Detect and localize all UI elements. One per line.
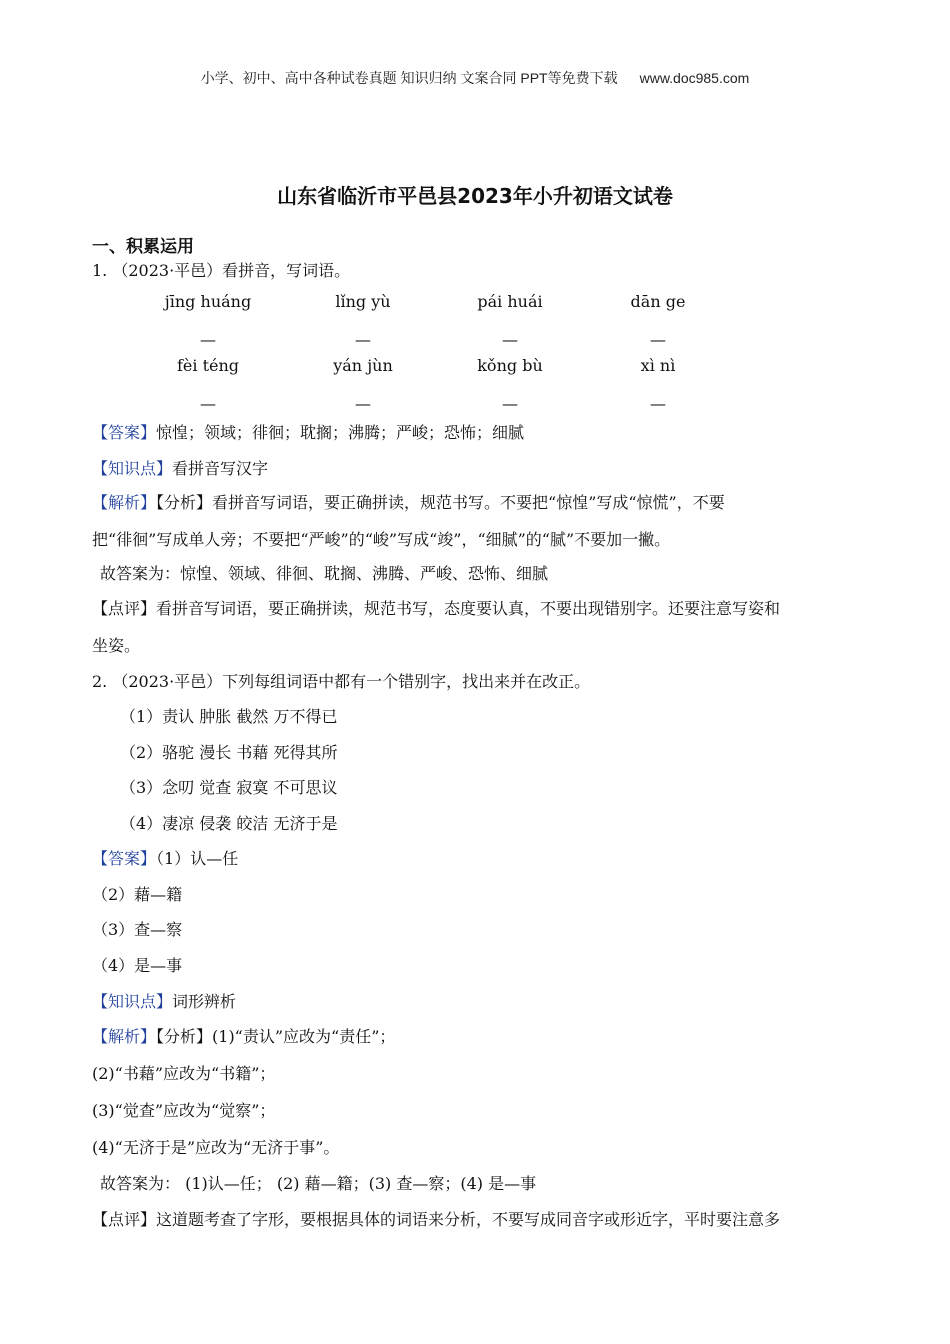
- answer-blank: —: [502, 394, 518, 413]
- q2-item: （2）骆驼 漫长 书藉 死得其所: [120, 743, 338, 762]
- q2-comment: 【点评】这道题考查了字形，要根据具体的词语来分析，不要写成同音字或形近字，平时要注意多: [92, 1210, 781, 1229]
- q1-comment: 【点评】看拼音写词语，要正确拼读，规范书写，态度要认真，不要出现错别字。还要注意写姿和: [92, 599, 781, 618]
- q1-analysis-line: 故答案为：惊惶、领域、徘徊、耽搁、沸腾、严峻、恐怖、细腻: [100, 564, 549, 583]
- analysis-tag: 【解析】: [92, 1027, 157, 1046]
- pinyin-item: kǒng bù: [477, 356, 543, 375]
- pinyin-item: xì nì: [640, 356, 676, 375]
- header-url[interactable]: www.doc985.com: [639, 70, 750, 86]
- q2-answer: [92, 846, 238, 869]
- section-heading: 一、积累运用: [92, 237, 194, 257]
- answer-tag: 【答案】: [92, 423, 157, 442]
- answer-text: 惊惶；领域；徘徊；耽搁；沸腾；严峻；恐怖；细腻: [156, 423, 525, 442]
- answer-blank: —: [650, 394, 666, 413]
- pinyin-item: jīng huáng: [164, 292, 252, 311]
- q2-answer-line: （4）是—事: [92, 956, 183, 975]
- q1-knowledge: [92, 456, 268, 479]
- answer-text: （1）认—任: [156, 849, 239, 868]
- analysis-tag: 【解析】: [92, 493, 157, 512]
- page-header: [0, 68, 950, 88]
- q2-item: （4）凄凉 侵袭 皎洁 无济于是: [120, 814, 338, 833]
- knowledge-tag: 【知识点】: [92, 992, 173, 1011]
- q2-analysis-line: (2)“书藉”应改为“书籍”；: [92, 1064, 276, 1083]
- analysis-text: 【分析】看拼音写词语，要正确拼读，规范书写。不要把“惊惶”写成“惊慌”，不要: [156, 493, 725, 512]
- answer-tag: 【答案】: [92, 849, 157, 868]
- answer-blank: —: [355, 330, 371, 349]
- pinyin-item: fèi téng: [176, 356, 240, 375]
- pinyin-item: yán jùn: [333, 356, 393, 375]
- q2-analysis-line: 故答案为： (1)认—任； (2) 藉—籍；(3) 查—察；(4) 是—事: [100, 1174, 537, 1193]
- answer-blank: —: [200, 330, 216, 349]
- exam-title: 山东省临沂市平邑县2023年小升初语文试卷: [277, 184, 673, 208]
- q2-analysis-line: (3)“觉查”应改为“觉察”；: [92, 1101, 276, 1120]
- analysis-text: 【分析】(1)“责认”应改为“责任”；: [156, 1027, 396, 1046]
- q1-comment-line: 坐姿。: [92, 636, 141, 655]
- knowledge-text: 词形辨析: [172, 992, 237, 1011]
- q2-item: （3）念叨 觉查 寂寞 不可思议: [120, 778, 338, 797]
- knowledge-tag: 【知识点】: [92, 459, 173, 478]
- q2-answer-line: （2）藉—籍: [92, 885, 183, 904]
- pinyin-item: lǐng yù: [335, 292, 391, 311]
- q1-analysis: [92, 490, 725, 513]
- q2-stem: 2. （2023·平邑）下列每组词语中都有一个错别字，找出来并在改正。: [92, 672, 591, 691]
- q1-stem: 1. （2023·平邑）看拼音，写词语。: [92, 261, 351, 280]
- answer-blank: —: [200, 394, 216, 413]
- q2-knowledge: [92, 989, 236, 1012]
- q2-item: （1）责认 肿胀 截然 万不得已: [120, 707, 338, 726]
- answer-blank: —: [355, 394, 371, 413]
- q2-answer-line: （3）查—察: [92, 920, 183, 939]
- q1-answer: [92, 420, 524, 443]
- q2-analysis-line: (4)“无济于是”应改为“无济于事”。: [92, 1138, 340, 1157]
- knowledge-text: 看拼音写汉字: [172, 459, 269, 478]
- answer-blank: —: [502, 330, 518, 349]
- q2-analysis: [92, 1024, 395, 1047]
- header-text: 小学、初中、高中各种试卷真题 知识归纳 文案合同 PPT等免费下载: [200, 70, 618, 86]
- pinyin-item: pái huái: [477, 292, 543, 311]
- pinyin-item: dān ge: [630, 292, 686, 311]
- answer-blank: —: [650, 330, 666, 349]
- q1-analysis-line: 把“徘徊”写成单人旁；不要把“严峻”的“峻”写成“竣”，“细腻”的“腻”不要加一撇。: [92, 530, 671, 549]
